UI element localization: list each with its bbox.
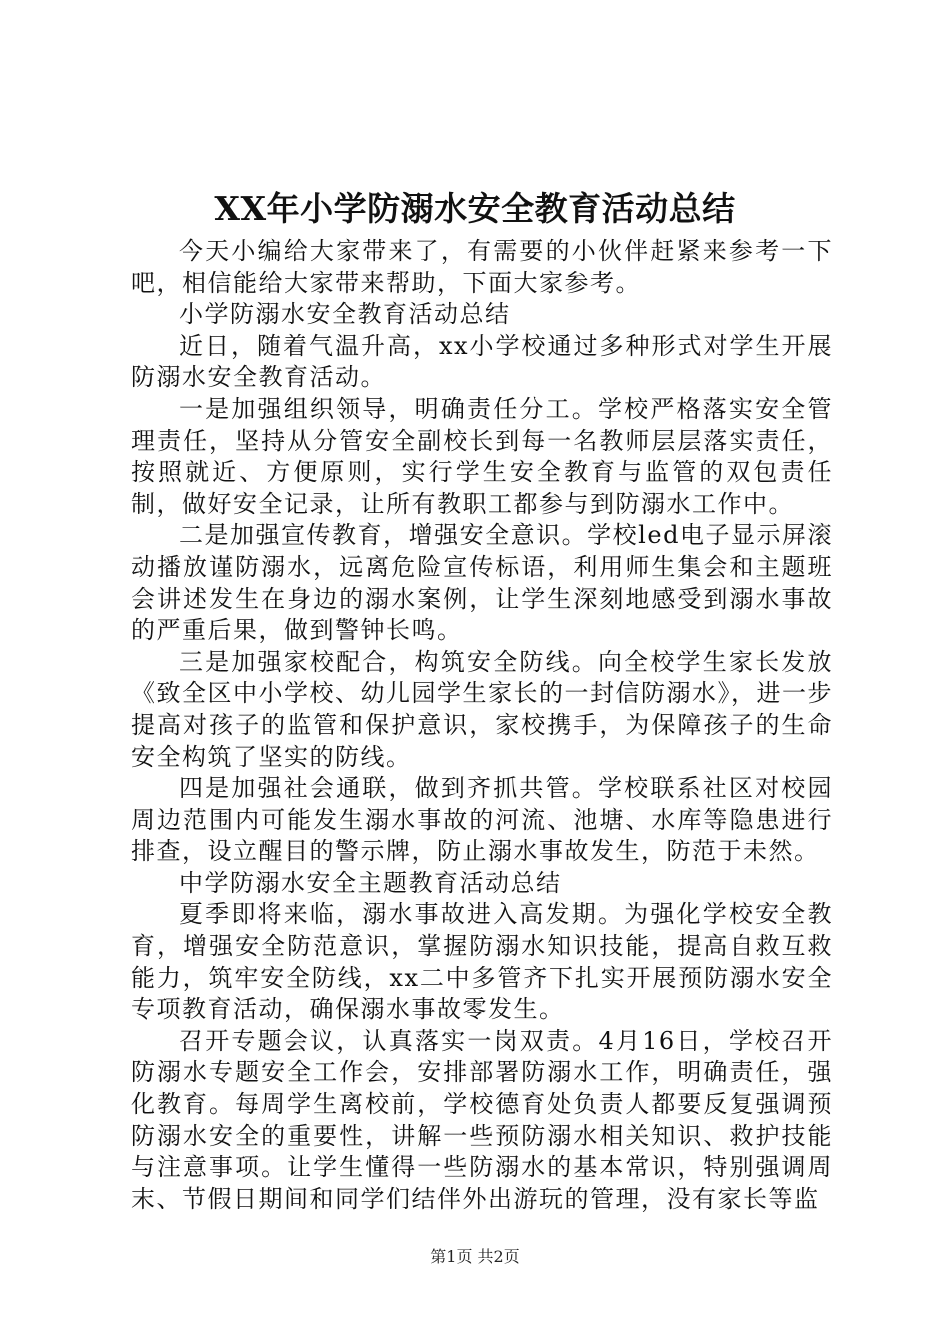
- body-paragraph: 三是加强家校配合，构筑安全防线。向全校学生家长发放《致全区中小学校、幼儿园学生家长的一封信防溺水》，进一步提高对孩子的监管和保护意识，家校携手，为保障孩子的生命安全构筑了坚实的防线。: [131, 647, 833, 771]
- section-heading-primary-school: 小学防溺水安全教育活动总结: [179, 300, 511, 329]
- section-heading-middle-school: 中学防溺水安全主题教育活动总结: [179, 868, 562, 897]
- page-footer: 第1页 共2页: [430, 1247, 520, 1266]
- body-paragraph: 近日，随着气温升高，xx小学校通过多种形式对学生开展防溺水安全教育活动。: [131, 331, 833, 392]
- body-paragraph: 召开专题会议，认真落实一岗双责。4月16日，学校召开防溺水专题安全工作会，安排部署防溺水工作，明确责任，强化教育。每周学生离校前，学校德育处负责人都要反复强调预防溺水安全的重要性，讲解一些预防溺水相关知识、救护技能与注意事项。让学生懂得一些防溺水的基本常识，特别强调周末、节假日期间和同学们结伴外出游玩的管理，没有家长等监: [131, 1026, 833, 1213]
- body-paragraph: 一是加强组织领导，明确责任分工。学校严格落实安全管理责任，坚持从分管安全副校长到每一名教师层层落实责任，按照就近、方便原则，实行学生安全教育与监管的双包责任制，做好安全记录，让所有教职工都参与到防溺水工作中。: [131, 394, 833, 518]
- document-body: [131, 236, 833, 1215]
- body-paragraph: 四是加强社会通联，做到齐抓共管。学校联系社区对校园周边范围内可能发生溺水事故的河流、池塘、水库等隐患进行排查，设立醒目的警示牌，防止溺水事故发生，防范于未然。: [131, 774, 833, 866]
- body-paragraph: 二是加强宣传教育，增强安全意识。学校led电子显示屏滚动播放谨防溺水，远离危险宣传标语，利用师生集会和主题班会讲述发生在身边的溺水案例，让学生深刻地感受到溺水事故的严重后果，做到警钟长鸣。: [131, 521, 833, 645]
- intro-paragraph: 今天小编给大家带来了，有需要的小伙伴赶紧来参考一下吧，相信能给大家带来帮助，下面大家参考。: [131, 237, 833, 297]
- body-paragraph: 夏季即将来临，溺水事故进入高发期。为强化学校安全教育，增强安全防范意识，掌握防溺水知识技能，提高自救互救能力，筑牢安全防线，xx二中多管齐下扎实开展预防溺水安全专项教育活动，确保溺水事故零发生。: [131, 900, 833, 1024]
- document-title: XX年小学防溺水安全教育活动总结: [214, 189, 736, 228]
